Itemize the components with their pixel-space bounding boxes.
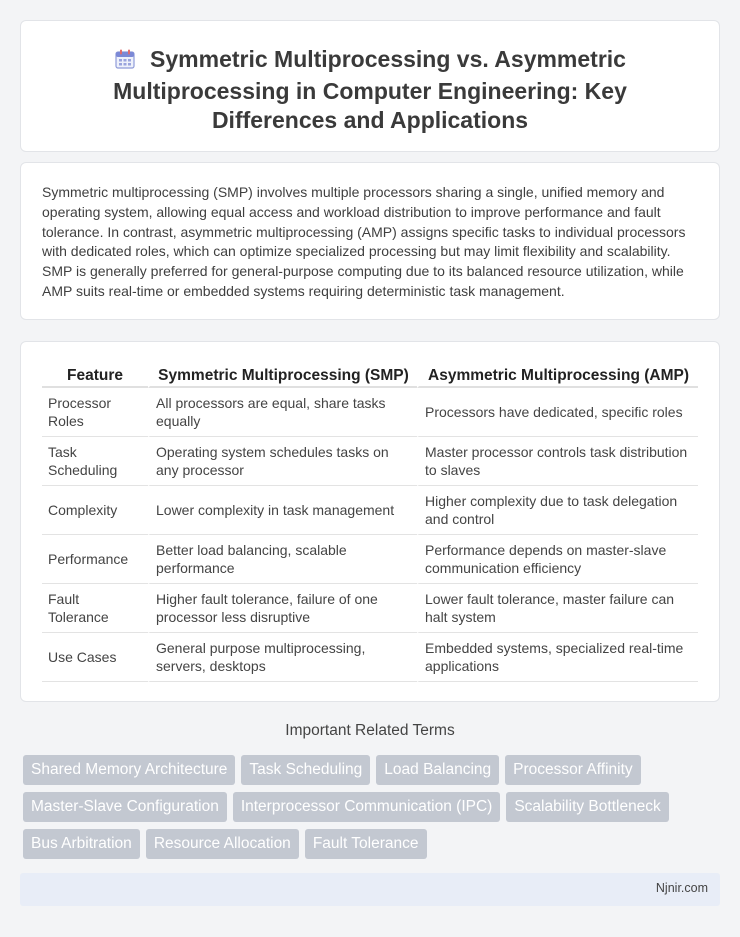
table-row xyxy=(42,584,698,633)
page-title xyxy=(51,45,689,135)
tag-task-scheduling[interactable]: Task Scheduling xyxy=(241,755,370,785)
feature-cell: Use Cases xyxy=(42,633,148,682)
table-row xyxy=(42,633,698,682)
footer-brand[interactable]: Njnir.com xyxy=(655,881,708,895)
summary-text: Symmetric multiprocessing (SMP) involves multiple processors sharing a single, unified memory and operating system, allowing equal access and workload distribution to improve performance and fault tolerance. In contrast, asymmetric multiprocessing (AMP) assigns specific tasks to individual processors with dedicated roles, which can optimize specialized processing but may limit flexibility and scalability. SMP is generally preferred for general-purpose computing due to its balanced resource utilization, while AMP suits real-time or embedded systems requiring deterministic task management. xyxy=(42,184,686,299)
related-terms-heading: Important Related Terms xyxy=(285,722,455,739)
smp-cell: Higher fault tolerance, failure of one processor less disruptive xyxy=(148,584,417,633)
feature-cell: Processor Roles xyxy=(42,388,148,437)
table-row xyxy=(42,486,698,535)
tag-shared-memory-architecture[interactable]: Shared Memory Architecture xyxy=(23,755,235,785)
related-terms-list xyxy=(23,755,713,866)
header-amp: Asymmetric Multiprocessing (AMP) xyxy=(417,362,698,388)
tag-processor-affinity[interactable]: Processor Affinity xyxy=(505,755,640,785)
table-row xyxy=(42,388,698,437)
tag-interprocessor-communication[interactable]: Interprocessor Communication (IPC) xyxy=(233,792,501,822)
amp-cell: Processors have dedicated, specific roles xyxy=(417,388,698,437)
amp-cell: Lower fault tolerance, master failure can halt system xyxy=(417,584,698,633)
feature-cell: Complexity xyxy=(42,486,148,535)
tag-row xyxy=(23,829,713,859)
smp-cell: General purpose multiprocessing, servers, desktops xyxy=(148,633,417,682)
title-text: Symmetric Multiprocessing vs. Asymmetric Multiprocessing in Computer Engineering: Key Differences and Applications xyxy=(113,46,627,133)
comparison-card xyxy=(20,341,720,702)
tag-scalability-bottleneck[interactable]: Scalability Bottleneck xyxy=(506,792,668,822)
tag-master-slave-configuration[interactable]: Master-Slave Configuration xyxy=(23,792,227,822)
tag-resource-allocation[interactable]: Resource Allocation xyxy=(146,829,299,859)
tag-row xyxy=(23,755,713,785)
smp-cell: Better load balancing, scalable performance xyxy=(148,535,417,584)
feature-cell: Performance xyxy=(42,535,148,584)
tag-load-balancing[interactable]: Load Balancing xyxy=(376,755,499,785)
smp-cell: Operating system schedules tasks on any processor xyxy=(148,437,417,486)
title-card xyxy=(20,20,720,152)
footer xyxy=(20,873,720,906)
tag-bus-arbitration[interactable]: Bus Arbitration xyxy=(23,829,140,859)
table-header-row xyxy=(42,362,698,388)
tag-fault-tolerance[interactable]: Fault Tolerance xyxy=(305,829,427,859)
amp-cell: Master processor controls task distribution to slaves xyxy=(417,437,698,486)
feature-cell: Fault Tolerance xyxy=(42,584,148,633)
tag-row xyxy=(23,792,713,822)
table-row xyxy=(42,437,698,486)
header-feature: Feature xyxy=(42,362,148,388)
summary-card xyxy=(20,162,720,320)
comparison-table xyxy=(42,362,698,682)
feature-cell: Task Scheduling xyxy=(42,437,148,486)
smp-cell: All processors are equal, share tasks equally xyxy=(148,388,417,437)
amp-cell: Performance depends on master-slave communication efficiency xyxy=(417,535,698,584)
header-smp: Symmetric Multiprocessing (SMP) xyxy=(148,362,417,388)
amp-cell: Embedded systems, specialized real-time applications xyxy=(417,633,698,682)
amp-cell: Higher complexity due to task delegation and control xyxy=(417,486,698,535)
table-row xyxy=(42,535,698,584)
smp-cell: Lower complexity in task management xyxy=(148,486,417,535)
calendar-icon xyxy=(114,48,136,77)
